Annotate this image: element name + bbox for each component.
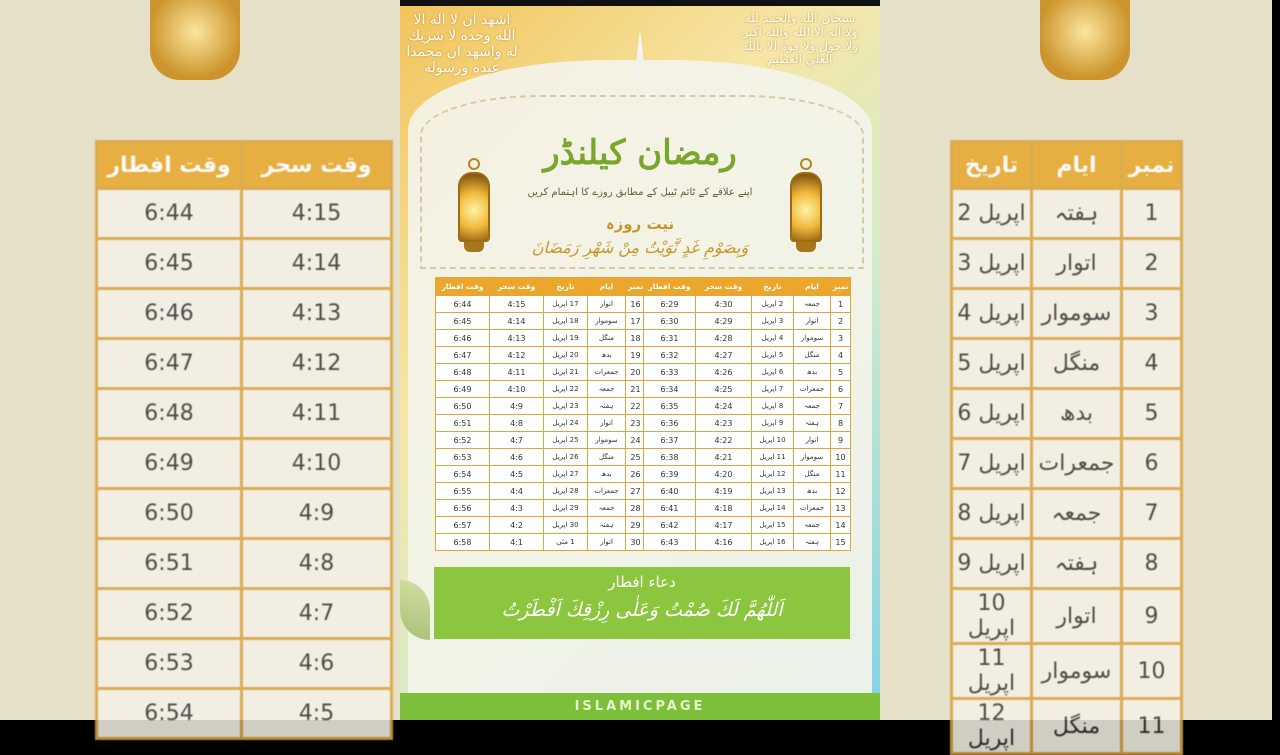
- cell-date: 4 اپریل: [752, 330, 794, 347]
- cell-iftar: 6:54: [436, 466, 490, 483]
- cell-sehri: 4:20: [696, 466, 752, 483]
- background-table-right: [950, 140, 1183, 755]
- cell-date: 25 اپریل: [544, 432, 588, 449]
- cell-iftar: 6:46: [436, 330, 490, 347]
- cell-date: 23 اپریل: [544, 398, 588, 415]
- bg-cell: ہفتہ: [1032, 189, 1122, 239]
- bg-cell: 6:51: [97, 539, 242, 589]
- niyat-title: نیت روزہ: [605, 215, 675, 233]
- cell-number: 14: [831, 517, 851, 534]
- bg-cell: 4:5: [242, 689, 392, 739]
- cell-day: جمعہ: [794, 398, 831, 415]
- cell-iftar: 6:42: [644, 517, 696, 534]
- cell-day: اتوار: [794, 313, 831, 330]
- table-row: [97, 289, 392, 339]
- bg-cell: بدھ: [1032, 389, 1122, 439]
- cell-date: 14 اپریل: [752, 500, 794, 517]
- table-row: [644, 534, 851, 551]
- bg-cell: 7 اپریل: [952, 439, 1032, 489]
- cell-day: جمعرات: [794, 500, 831, 517]
- table-row: [97, 339, 392, 389]
- cell-iftar: 6:43: [644, 534, 696, 551]
- cell-date: 24 اپریل: [544, 415, 588, 432]
- bg-cell: 2: [1122, 239, 1182, 289]
- cell-day: اتوار: [588, 415, 626, 432]
- table-row: [436, 296, 646, 313]
- cell-sehri: 4:19: [696, 483, 752, 500]
- cell-date: 22 اپریل: [544, 381, 588, 398]
- cell-day: ہفتہ: [588, 398, 626, 415]
- cell-day: بدھ: [794, 483, 831, 500]
- cell-day: جمعہ: [794, 296, 831, 313]
- cell-sehri: 4:6: [490, 449, 544, 466]
- cell-date: 6 اپریل: [752, 364, 794, 381]
- bg-cell: 7: [1122, 489, 1182, 539]
- cell-number: 5: [831, 364, 851, 381]
- cell-date: 28 اپریل: [544, 483, 588, 500]
- table-row: [436, 517, 646, 534]
- cell-sehri: 4:12: [490, 347, 544, 364]
- table-row: [644, 398, 851, 415]
- cell-number: 2: [831, 313, 851, 330]
- cell-date: 21 اپریل: [544, 364, 588, 381]
- niyat-dua: وَبِصَوْمِ غَدٍ نَّوَيْتُ مِنْ شَهْرِ رَمَضَانَ: [531, 238, 749, 257]
- cell-date: 7 اپریل: [752, 381, 794, 398]
- lantern-icon: [786, 158, 826, 256]
- cell-number: 20: [626, 364, 646, 381]
- cell-day: ہفتہ: [794, 534, 831, 551]
- bg-cell: ہفتہ: [1032, 539, 1122, 589]
- cell-number: 28: [626, 500, 646, 517]
- table-row: [952, 389, 1182, 439]
- table-row: [644, 347, 851, 364]
- cell-date: 30 اپریل: [544, 517, 588, 534]
- cell-day: بدھ: [588, 347, 626, 364]
- bg-cell: 4:14: [242, 239, 392, 289]
- cell-date: 5 اپریل: [752, 347, 794, 364]
- cell-date: 15 اپریل: [752, 517, 794, 534]
- cell-sehri: 4:11: [490, 364, 544, 381]
- bg-cell: 5 اپریل: [952, 339, 1032, 389]
- calligraphy-kalima: اشهد ان لا اله الا الله وحده لا شريك له واشهد ان محمدا عبده ورسوله: [406, 12, 518, 77]
- cell-number: 25: [626, 449, 646, 466]
- table-row: [97, 389, 392, 439]
- bg-cell: 4:12: [242, 339, 392, 389]
- bg-cell: 11 اپریل: [952, 644, 1032, 699]
- cell-sehri: 4:16: [696, 534, 752, 551]
- bg-cell: 10 اپریل: [952, 589, 1032, 644]
- bg-cell: 6:47: [97, 339, 242, 389]
- table-row: [436, 313, 646, 330]
- cell-sehri: 4:29: [696, 313, 752, 330]
- cell-sehri: 4:7: [490, 432, 544, 449]
- table-row: [436, 330, 646, 347]
- cell-sehri: 4:13: [490, 330, 544, 347]
- cell-number: 10: [831, 449, 851, 466]
- table-row: [97, 489, 392, 539]
- cell-day: اتوار: [794, 432, 831, 449]
- table-row: [97, 539, 392, 589]
- cell-sehri: 4:27: [696, 347, 752, 364]
- cell-number: 8: [831, 415, 851, 432]
- cell-day: منگل: [794, 347, 831, 364]
- table-row: [436, 381, 646, 398]
- cell-sehri: 4:28: [696, 330, 752, 347]
- bg-cell: 4:11: [242, 389, 392, 439]
- bg-cell: 8: [1122, 539, 1182, 589]
- bg-cell: 8 اپریل: [952, 489, 1032, 539]
- footer-watermark: ISLAMICPAGE: [400, 693, 880, 720]
- bg-cell: 6:53: [97, 639, 242, 689]
- bg-cell: 2 اپریل: [952, 189, 1032, 239]
- cell-sehri: 4:3: [490, 500, 544, 517]
- cell-iftar: 6:36: [644, 415, 696, 432]
- table-row: [97, 439, 392, 489]
- cell-sehri: 4:10: [490, 381, 544, 398]
- table-row: [644, 466, 851, 483]
- table-row: [644, 381, 851, 398]
- bg-cell: 3 اپریل: [952, 239, 1032, 289]
- table-row: [436, 466, 646, 483]
- dua-title: دعاء افطار: [608, 573, 676, 591]
- cell-day: سوموار: [794, 330, 831, 347]
- cell-number: 3: [831, 330, 851, 347]
- cell-number: 24: [626, 432, 646, 449]
- timetable-days-16-30: [435, 277, 646, 551]
- cell-sehri: 4:8: [490, 415, 544, 432]
- bg-cell: 6: [1122, 439, 1182, 489]
- cell-iftar: 6:31: [644, 330, 696, 347]
- dua-text: اَللّٰهُمَّ لَكَ صُمْتُ وَعَلٰى رِزْقِكَ اَفْطَرْتُ: [501, 599, 783, 621]
- cell-number: 4: [831, 347, 851, 364]
- cell-iftar: 6:47: [436, 347, 490, 364]
- bg-cell: 9 اپریل: [952, 539, 1032, 589]
- cell-date: 17 اپریل: [544, 296, 588, 313]
- bg-cell: 5: [1122, 389, 1182, 439]
- cell-day: جمعہ: [588, 500, 626, 517]
- cell-date: 10 اپریل: [752, 432, 794, 449]
- ramadan-calendar-poster: [400, 0, 880, 720]
- cell-number: 29: [626, 517, 646, 534]
- table-row: [644, 296, 851, 313]
- cell-day: بدھ: [794, 364, 831, 381]
- cell-date: 18 اپریل: [544, 313, 588, 330]
- cell-day: ہفتہ: [588, 517, 626, 534]
- cell-sehri: 4:1: [490, 534, 544, 551]
- table-row: [436, 347, 646, 364]
- cell-iftar: 6:48: [436, 364, 490, 381]
- table-row: [97, 189, 392, 239]
- cell-sehri: 4:23: [696, 415, 752, 432]
- cell-date: 27 اپریل: [544, 466, 588, 483]
- cell-day: منگل: [794, 466, 831, 483]
- cell-iftar: 6:49: [436, 381, 490, 398]
- cell-number: 13: [831, 500, 851, 517]
- cell-iftar: 6:44: [436, 296, 490, 313]
- cell-iftar: 6:39: [644, 466, 696, 483]
- cell-day: جمعرات: [588, 483, 626, 500]
- table-row: [644, 432, 851, 449]
- cell-number: 21: [626, 381, 646, 398]
- bg-cell: 6:49: [97, 439, 242, 489]
- lantern-icon: [150, 0, 240, 80]
- cell-day: سوموار: [588, 313, 626, 330]
- bg-cell: 4:6: [242, 639, 392, 689]
- bg-cell: 6:44: [97, 189, 242, 239]
- bg-cell: منگل: [1032, 699, 1122, 754]
- cell-day: اتوار: [588, 534, 626, 551]
- cell-iftar: 6:53: [436, 449, 490, 466]
- bg-cell: 6:45: [97, 239, 242, 289]
- bg-cell: 6:46: [97, 289, 242, 339]
- table-row: [952, 239, 1182, 289]
- table-row: [644, 517, 851, 534]
- cell-sehri: 4:24: [696, 398, 752, 415]
- bg-header-day: ایام: [1032, 142, 1122, 189]
- bg-cell: 3: [1122, 289, 1182, 339]
- cell-day: جمعہ: [794, 517, 831, 534]
- bg-cell: 12 اپریل: [952, 699, 1032, 754]
- cell-sehri: 4:26: [696, 364, 752, 381]
- cell-sehri: 4:30: [696, 296, 752, 313]
- bg-cell: سوموار: [1032, 644, 1122, 699]
- cell-day: ہفتہ: [794, 415, 831, 432]
- cell-date: 19 اپریل: [544, 330, 588, 347]
- cell-sehri: 4:14: [490, 313, 544, 330]
- table-row: [97, 589, 392, 639]
- cell-day: منگل: [588, 330, 626, 347]
- cell-number: 26: [626, 466, 646, 483]
- bg-header-date: تاریخ: [952, 142, 1032, 189]
- table-row: [644, 483, 851, 500]
- cell-iftar: 6:58: [436, 534, 490, 551]
- cell-number: 27: [626, 483, 646, 500]
- cell-sehri: 4:15: [490, 296, 544, 313]
- cell-day: منگل: [588, 449, 626, 466]
- cell-iftar: 6:30: [644, 313, 696, 330]
- cell-date: 2 اپریل: [752, 296, 794, 313]
- header-sehri: وقت سحر: [696, 278, 752, 296]
- cell-number: 1: [831, 296, 851, 313]
- bg-cell: 6:52: [97, 589, 242, 639]
- bg-header-sehri: وقت سحر: [242, 142, 392, 189]
- table-row: [952, 189, 1182, 239]
- cell-iftar: 6:35: [644, 398, 696, 415]
- cell-date: 3 اپریل: [752, 313, 794, 330]
- cell-date: 11 اپریل: [752, 449, 794, 466]
- cell-day: جمعرات: [588, 364, 626, 381]
- cell-date: 12 اپریل: [752, 466, 794, 483]
- table-row: [952, 589, 1182, 644]
- cell-iftar: 6:55: [436, 483, 490, 500]
- bg-cell: جمعرات: [1032, 439, 1122, 489]
- cell-iftar: 6:45: [436, 313, 490, 330]
- bg-header-iftar: وقت افطار: [97, 142, 242, 189]
- header-sehri: وقت سحر: [490, 278, 544, 296]
- table-row: [97, 689, 392, 739]
- table-row: [97, 239, 392, 289]
- top-bar: [400, 0, 880, 6]
- bg-cell: 4:13: [242, 289, 392, 339]
- cell-iftar: 6:29: [644, 296, 696, 313]
- cell-number: 15: [831, 534, 851, 551]
- cell-sehri: 4:17: [696, 517, 752, 534]
- cell-date: 16 اپریل: [752, 534, 794, 551]
- bg-cell: 4:8: [242, 539, 392, 589]
- cell-sehri: 4:22: [696, 432, 752, 449]
- bg-cell: 6 اپریل: [952, 389, 1032, 439]
- cell-iftar: 6:41: [644, 500, 696, 517]
- header-iftar: وقت افطار: [644, 278, 696, 296]
- cell-number: 17: [626, 313, 646, 330]
- cell-number: 11: [831, 466, 851, 483]
- cell-number: 12: [831, 483, 851, 500]
- cell-date: 26 اپریل: [544, 449, 588, 466]
- bg-cell: 6:48: [97, 389, 242, 439]
- table-row: [436, 364, 646, 381]
- table-row: [436, 534, 646, 551]
- table-row: [952, 539, 1182, 589]
- cell-day: بدھ: [588, 466, 626, 483]
- lantern-icon: [454, 158, 494, 256]
- table-row: [952, 489, 1182, 539]
- bg-cell: 11: [1122, 699, 1182, 754]
- cell-number: 16: [626, 296, 646, 313]
- cell-number: 7: [831, 398, 851, 415]
- subtitle: اپنے علاقے کے ٹائم ٹیبل کے مطابق روزے کا اہتمام کریں: [527, 187, 753, 198]
- bg-cell: 6:54: [97, 689, 242, 739]
- header-day: ایام: [588, 278, 626, 296]
- table-row: [644, 500, 851, 517]
- cell-number: 22: [626, 398, 646, 415]
- background-right: [880, 0, 1272, 751]
- table-row: [952, 289, 1182, 339]
- cell-iftar: 6:38: [644, 449, 696, 466]
- cell-sehri: 4:4: [490, 483, 544, 500]
- table-row: [436, 415, 646, 432]
- header-date: تاریخ: [544, 278, 588, 296]
- bg-cell: 6:50: [97, 489, 242, 539]
- cell-day: اتوار: [588, 296, 626, 313]
- bg-cell: اتوار: [1032, 589, 1122, 644]
- cell-date: 9 اپریل: [752, 415, 794, 432]
- header-number: نمبر: [831, 278, 851, 296]
- calligraphy-tasbih: سبحان الله والحمد لله ولا اله الا الله والله اكبر ولا حول ولا قوة الا بالله العلي العظيم: [741, 11, 859, 67]
- bg-cell: 10: [1122, 644, 1182, 699]
- page-title: رمضان کیلنڈر: [543, 133, 737, 173]
- bg-cell: جمعہ: [1032, 489, 1122, 539]
- cell-sehri: 4:9: [490, 398, 544, 415]
- cell-iftar: 6:33: [644, 364, 696, 381]
- table-row: [952, 439, 1182, 489]
- background-left: [0, 0, 400, 726]
- cell-day: سوموار: [794, 449, 831, 466]
- background-table-left: [95, 140, 393, 740]
- header-day: ایام: [794, 278, 831, 296]
- cell-sehri: 4:21: [696, 449, 752, 466]
- table-row: [952, 699, 1182, 754]
- cell-iftar: 6:52: [436, 432, 490, 449]
- cell-date: 8 اپریل: [752, 398, 794, 415]
- cell-number: 30: [626, 534, 646, 551]
- table-row: [436, 449, 646, 466]
- cell-sehri: 4:5: [490, 466, 544, 483]
- cell-iftar: 6:50: [436, 398, 490, 415]
- table-row: [644, 330, 851, 347]
- cell-number: 18: [626, 330, 646, 347]
- cell-date: 13 اپریل: [752, 483, 794, 500]
- bg-cell: اتوار: [1032, 239, 1122, 289]
- cell-number: 6: [831, 381, 851, 398]
- cell-date: 1 مئی: [544, 534, 588, 551]
- cell-iftar: 6:56: [436, 500, 490, 517]
- cell-date: 20 اپریل: [544, 347, 588, 364]
- bg-cell: منگل: [1032, 339, 1122, 389]
- cell-iftar: 6:34: [644, 381, 696, 398]
- bg-cell: 4 اپریل: [952, 289, 1032, 339]
- cell-day: سوموار: [588, 432, 626, 449]
- table-row: [952, 644, 1182, 699]
- edge-strip: [1272, 0, 1280, 720]
- cell-iftar: 6:57: [436, 517, 490, 534]
- cell-sehri: 4:2: [490, 517, 544, 534]
- cell-iftar: 6:51: [436, 415, 490, 432]
- table-row: [97, 639, 392, 689]
- bg-cell: 4:10: [242, 439, 392, 489]
- lantern-icon: [1040, 0, 1130, 80]
- cell-sehri: 4:18: [696, 500, 752, 517]
- timetable-days-1-15: [643, 277, 851, 551]
- table-row: [644, 415, 851, 432]
- cell-number: 23: [626, 415, 646, 432]
- table-row: [436, 432, 646, 449]
- cell-iftar: 6:40: [644, 483, 696, 500]
- header-date: تاریخ: [752, 278, 794, 296]
- header-iftar: وقت افطار: [436, 278, 490, 296]
- bg-cell: 9: [1122, 589, 1182, 644]
- table-row: [952, 339, 1182, 389]
- bg-cell: 1: [1122, 189, 1182, 239]
- table-row: [644, 364, 851, 381]
- bg-header-number: نمبر: [1122, 142, 1182, 189]
- bg-cell: سوموار: [1032, 289, 1122, 339]
- table-row: [436, 398, 646, 415]
- bg-cell: 4: [1122, 339, 1182, 389]
- table-row: [436, 483, 646, 500]
- header-number: نمبر: [626, 278, 646, 296]
- cell-date: 29 اپریل: [544, 500, 588, 517]
- cell-day: جمعہ: [588, 381, 626, 398]
- bg-cell: 4:7: [242, 589, 392, 639]
- iftar-dua-box: [434, 567, 850, 639]
- bg-cell: 4:15: [242, 189, 392, 239]
- table-row: [644, 313, 851, 330]
- cell-number: 9: [831, 432, 851, 449]
- bg-cell: 4:9: [242, 489, 392, 539]
- cell-iftar: 6:37: [644, 432, 696, 449]
- cell-iftar: 6:32: [644, 347, 696, 364]
- cell-number: 19: [626, 347, 646, 364]
- cell-sehri: 4:25: [696, 381, 752, 398]
- table-row: [644, 449, 851, 466]
- table-row: [436, 500, 646, 517]
- cell-day: جمعرات: [794, 381, 831, 398]
